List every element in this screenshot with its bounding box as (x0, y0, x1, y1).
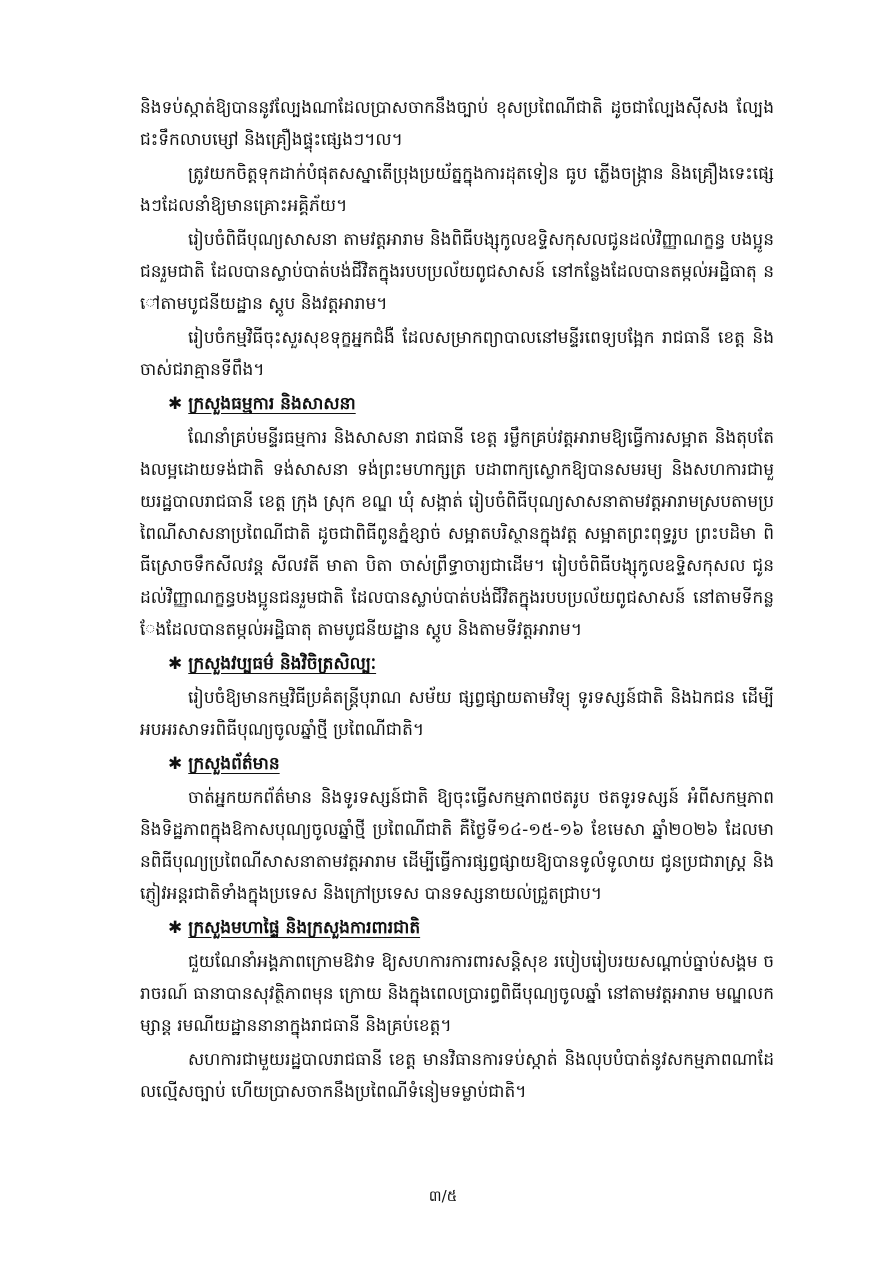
intro-paragraph-2: ត្រូវយកចិត្តទុកដាក់បំផុតសស្នាតើប្រុងប្រយ័ត្នក្នុងការដុតទៀន ធូប ភ្លើងចង្ក្រាន និងគ្រឿងទេះផ្សេងៗដែលនាំឱ្យមានគ្រោះអគ្គិភ័យ។ (140, 164, 774, 216)
asterisk-bullet-icon: ✱ (168, 394, 183, 414)
section-heading-interior (168, 912, 774, 944)
intro-paragraph-4: រៀបចំកម្មវិធីចុះសួរសុខទុក្ខអ្នកជំងឺ ដែលសម្រាកព្យាបាលនៅមន្ទីរពេទ្យបង្អែក រាជធានី ខេត្ត និងចាស់ជរាគ្មានទីពឹង។ (140, 328, 774, 380)
cults-paragraph-1: ណែនាំគ្រប់មន្ទីរធម្មការ និងសាសនា រាជធានី ខេត្ត រម្លឹកគ្រប់វត្តអារាមឱ្យធ្វើការសម្អាត និងតុបតែងលម្អដោយទង់ជាតិ ទង់សាសនា ទង់ព្រះមហាក្សត្រ បដាពាក្យស្លោកឱ្យបានសមរម្យ និងសហការជាមួយរដ្ឋបាលរាជធានី ខេត្ត ក្រុង ស្រុក ខណ្ឌ ឃុំ សង្កាត់ រៀបចំពិធីបុណ្យសាសនាតាមវត្តអារាមស្របតាមប្រពៃណីសាសនាប្រពៃណីជាតិ ដូចជាពិធីពូនភ្នំខ្សាច់ សម្អាតបរិស្ថានក្នុងវត្ត សម្អាតព្រះពុទ្ធរូប ព្រះបដិមា ពិធីស្រោចទឹកសីលវន្ត សីលវតី មាតា បិតា ចាស់ព្រឹទ្ធាចារ្យជាដើម។ រៀបចំពិធីបង្សុកូលឧទ្ទិសកុសល ជូនដល់វិញ្ញាណក្ខន្ធបងប្អូនជនរួមជាតិ ដែលបានស្លាប់បាត់បង់ជីវិតក្នុងរបបប្រល័យពូជសាសន៍ នៅតាមទីកន្លែងដែលបានតម្កល់អដ្ឋិធាតុ តាមបូជនីយដ្ឋាន ស្តូប និងតាមទីវត្តអារាម។ (140, 428, 774, 640)
section-title-culture: ក្រសួងវប្បធម៌ និងវិចិត្រសិល្បៈ (188, 654, 377, 674)
culture-paragraph-1: រៀបចំឱ្យមានកម្មវិធីប្រគំតន្ត្រីបុរាណ សម័យ ផ្សព្វផ្សាយតាមវិទ្យុ ទូរទស្សន៍ជាតិ និងឯកជន ដើម្បីអបអរសាទរពិធីបុណ្យចូលឆ្នាំថ្មី ប្រពៃណីជាតិ។ (140, 688, 774, 740)
asterisk-bullet-icon: ✱ (168, 918, 183, 938)
section-heading-cults (168, 388, 774, 420)
section-title-cults: ក្រសួងធម្មការ និងសាសនា (188, 394, 356, 414)
interior-paragraph-1: ជួយណែនាំអង្គភាពក្រោមឱវាទ ឱ្យសហការការពារសន្តិសុខ របៀបរៀបរយសណ្តាប់ធ្នាប់សង្គម ចរាចរណ៍ ធានាបានសុវត្ថិភាពមុន ក្រោយ និងក្នុងពេលប្រារព្ធពិធីបុណ្យចូលឆ្នាំ នៅតាមវត្តអារាម មណ្ឌលកម្សាន្ត រមណីយដ្ឋាននានាក្នុងរាជធានី និងគ្រប់ខេត្ត។ (140, 952, 774, 1036)
interior-paragraph-2: សហការជាមួយរដ្ឋបាលរាជធានី ខេត្ត មានវិធានការទប់ស្កាត់ និងលុបបំបាត់នូវសកម្មភាពណាដែលល្មើសច្បាប់ ហើយប្រាសចាកនឹងប្រពៃណីទំនៀមទម្លាប់ជាតិ។ (140, 1050, 774, 1102)
section-title-interior: ក្រសួងមហាផ្ទៃ និងក្រសួងការពារជាតិ (188, 918, 421, 938)
information-paragraph-1: ចាត់អ្នកយកព័ត៌មាន និងទូរទស្សន៍ជាតិ ឱ្យចុះធ្វើសកម្មភាពថតរូប ថតទូរទស្សន៍ អំពីសកម្មភាព និងទិដ្ឋភាពក្នុងឱកាសបុណ្យចូលឆ្នាំថ្មី ប្រពៃណីជាតិ គឺថ្ងៃទី១៤-១៥-១៦ ខែមេសា ឆ្នាំ២០២៦ ដែលមានពិធីបុណ្យប្រពៃណីសាសនាតាមវត្តអារាម ដើម្បីធ្វើការផ្សព្វផ្សាយឱ្យបានទូលំទូលាយ ជូនប្រជារាស្ត្រ និងភ្ញៀវអន្តរជាតិទាំងក្នុងប្រទេស និងក្រៅប្រទេស បានទស្សនាយល់ជ្រួតជ្រាប។ (140, 788, 774, 904)
section-title-information: ក្រសួងព័ត៌មាន (188, 754, 280, 774)
asterisk-bullet-icon: ✱ (168, 654, 183, 674)
section-heading-information (168, 748, 774, 780)
section-heading-culture (168, 648, 774, 680)
page-number: ៣/៥ (428, 1187, 458, 1205)
intro-paragraph-3: រៀបចំពិធីបុណ្យសាសនា តាមវត្តអារាម និងពិធីបង្សុកូលឧទ្ទិសកុសលជូនដល់វិញ្ញាណក្ខន្ធ បងប្អូនជនរួមជាតិ ដែលបានស្លាប់បាត់បង់ជីវិតក្នុងរបបប្រល័យពូជសាសន៍ នៅកន្លែងដែលបានតម្កល់អដ្ឋិធាតុ នៅតាមបូជនីយដ្ឋាន ស្តូប និងវត្តអារាម។ (140, 230, 774, 314)
intro-paragraph-1: និងទប់ស្កាត់ឱ្យបាននូវល្បែងណាដែលប្រាសចាកនឹងច្បាប់ ខុសប្រពៃណីជាតិ ដូចជាល្បែងស៊ីសង ល្បែងជះទឹកលាបម្សៅ និងគ្រឿងផ្ទុះផ្សេងៗ។ល។ (140, 98, 774, 150)
asterisk-bullet-icon: ✱ (168, 754, 183, 774)
